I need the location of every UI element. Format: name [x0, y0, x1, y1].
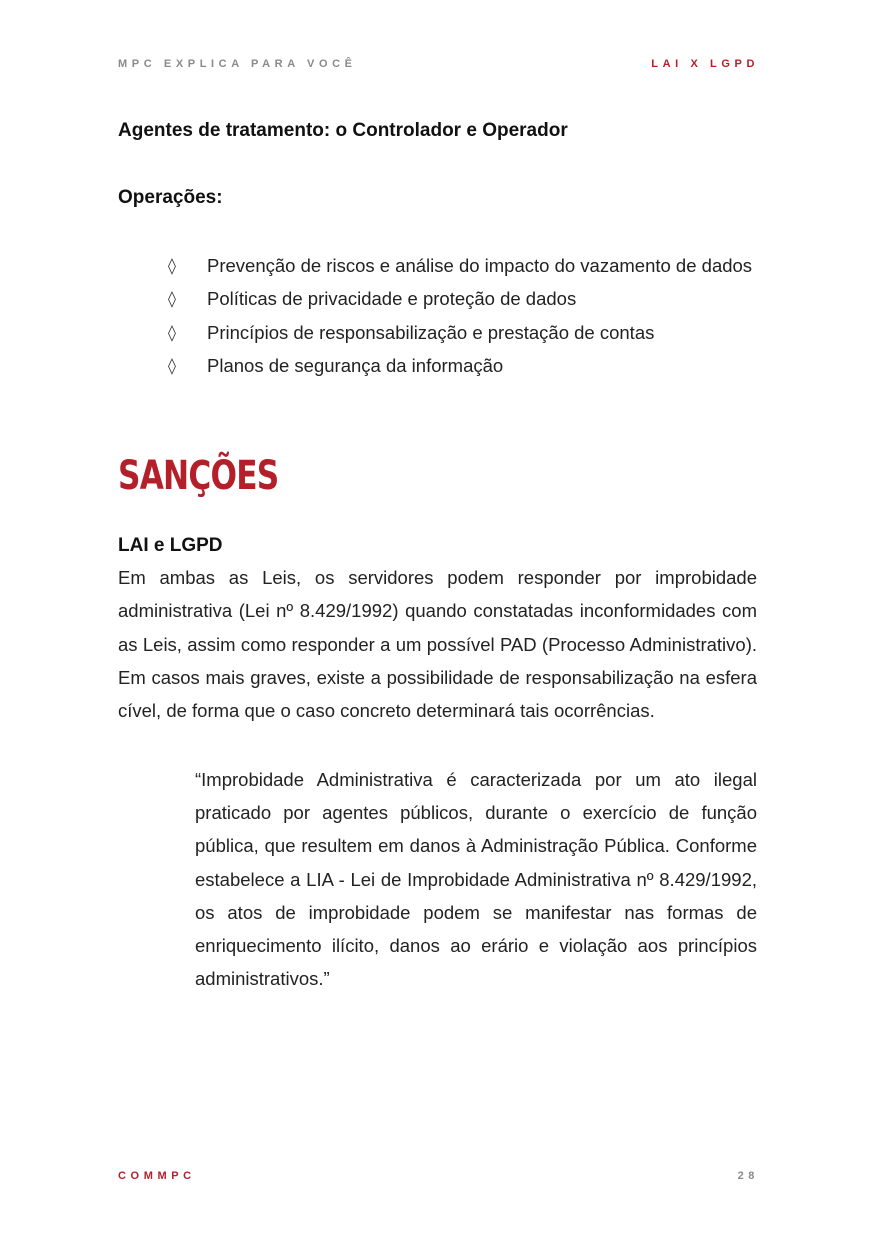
list-item: [118, 249, 757, 282]
header-section-title: LAI X LGPD: [651, 58, 759, 70]
block-quote: “Improbidade Administrativa é caracterizada por um ato ilegal praticado por agentes públicos, durante o exercício de função pública, que resultem em danos à Administração Pública. Conforme estabelece a LIA - Lei de Improbidade Administrativa nº 8.429/1992, os atos de improbidade podem se manifestar nas formas de enriquecimento ilícito, danos ao erário e violação aos princípios administrativos.”: [195, 768, 757, 990]
page-number: 28: [737, 1170, 759, 1182]
heading-agentes: Agentes de tratamento: o Controlador e Operador: [118, 120, 568, 141]
list-item: [118, 316, 757, 349]
header-series-title: MPC EXPLICA PARA VOCÊ: [118, 58, 357, 70]
list-item-text: Prevenção de riscos e análise do impacto do vazamento de dados: [207, 255, 753, 276]
list-item-text: Princípios de responsabilização e prestação de contas: [207, 321, 655, 343]
diamond-bullet-icon: ◊: [168, 355, 176, 375]
operations-list: [118, 249, 757, 382]
list-item-text: Políticas de privacidade e proteção de dados: [207, 288, 577, 310]
body-paragraph: Em ambas as Leis, os servidores podem responder por improbidade administrativa (Lei nº 8.429/1992) quando constatadas inconformidades com as Leis, assim como responder a um possível PAD (Processo Administrativo). Em casos mais graves, existe a possibilidade de responsabilização na esfera cível, de forma que o caso concreto determinará tais ocorrências.: [118, 567, 757, 722]
subheading-lai-lgpd: LAI e LGPD: [118, 535, 223, 557]
diamond-bullet-icon: ◊: [168, 322, 176, 342]
list-item: [118, 282, 757, 315]
heading-operacoes: Operações:: [118, 187, 223, 208]
diamond-bullet-icon: ◊: [168, 256, 176, 275]
page-content: [118, 114, 757, 996]
diamond-bullet-icon: ◊: [168, 289, 176, 309]
section-title-sancoes: SANÇÕES: [118, 453, 279, 500]
list-item: [118, 349, 757, 382]
list-item-text: Planos de segurança da informação: [207, 354, 504, 376]
footer-organization: COMMPC: [118, 1170, 196, 1182]
